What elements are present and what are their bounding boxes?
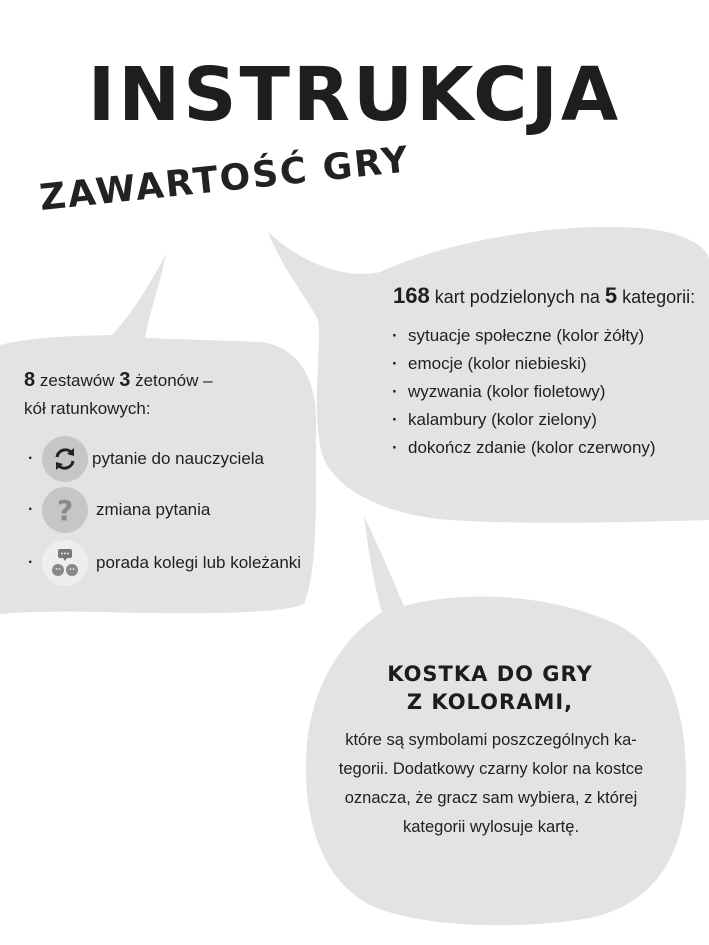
dice-text-line: tegorii. Dodatkowy czarny kolor na kostce	[338, 760, 644, 778]
refresh-icon	[42, 436, 88, 482]
dice-title-line2: Z KOLORAMI,	[406, 690, 574, 714]
list-item: · dokończ zdanie (kolor czerwony)	[392, 438, 656, 457]
list-item: · sytuacje społeczne (kolor żółty)	[392, 326, 645, 345]
categories-count: 5	[604, 283, 618, 308]
friends-advice-icon	[42, 540, 88, 586]
sets-count: 8	[24, 369, 36, 391]
section-title: ZAWARTOŚĆ GRY	[37, 139, 412, 219]
tokens-heading-line2: kół ratunkowych:	[24, 399, 151, 418]
svg-text:?: ?	[56, 495, 74, 525]
dice-text-line: oznacza, że gracz sam wybiera, z której	[344, 789, 638, 807]
dice-title-line1: KOSTKA DO GRY	[387, 662, 593, 686]
token-item: · porada kolegi lub koleżanki	[28, 540, 301, 586]
token-item: · ? zmiana pytania	[28, 487, 210, 533]
category-label: emocje (kolor niebieski)	[408, 354, 587, 373]
token-label: zmiana pytania	[96, 500, 211, 519]
list-item: · wyzwania (kolor fioletowy)	[392, 382, 606, 401]
token-label: pytanie do nauczyciela	[92, 449, 265, 468]
tokens-heading	[24, 366, 213, 423]
category-label: kalambury (kolor zielony)	[408, 410, 597, 429]
token-label: porada kolegi lub koleżanki	[96, 553, 302, 572]
dice-text-line: kategorii wylosuje kartę.	[402, 818, 580, 836]
per-set-text: żetonów –	[135, 371, 213, 390]
sets-text: zestawów	[39, 371, 115, 390]
categories-text: kategorii:	[622, 287, 696, 307]
category-label: dokończ zdanie (kolor czerwony)	[408, 438, 656, 457]
list-item: · kalambury (kolor zielony)	[392, 410, 597, 429]
category-label: wyzwania (kolor fioletowy)	[408, 382, 606, 401]
categories-list	[392, 322, 656, 462]
list-item: · emocje (kolor niebieski)	[392, 354, 587, 373]
category-label: sytuacje społeczne (kolor żółty)	[408, 326, 645, 345]
dice-description	[330, 726, 652, 842]
token-item: · pytanie do nauczyciela	[28, 436, 264, 482]
question-icon	[42, 487, 88, 533]
dice-text-line: które są symbolami poszczególnych ka-	[345, 731, 637, 749]
page-title: INSTRUKCJA	[87, 52, 622, 138]
per-set-count: 3	[119, 369, 131, 391]
cards-count: 168	[393, 283, 430, 308]
cards-count-text: kart podzielonych na	[434, 287, 600, 307]
cards-heading	[393, 283, 695, 309]
dice-bubble	[306, 516, 686, 925]
dice-title	[330, 660, 650, 716]
